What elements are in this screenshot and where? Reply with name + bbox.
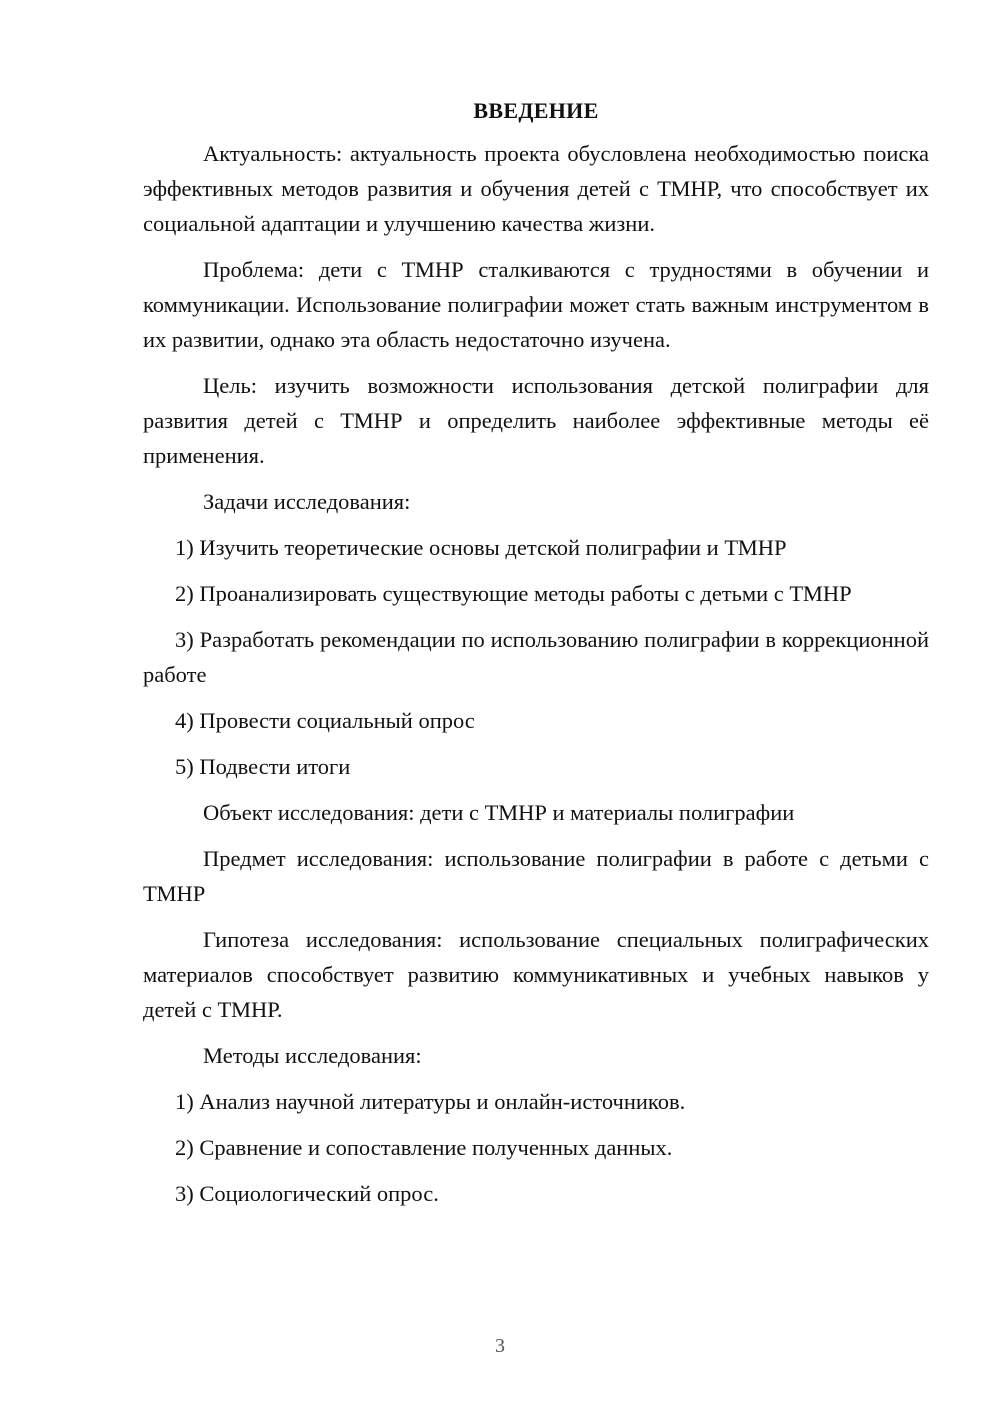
paragraph-tasks-heading: Задачи исследования: bbox=[203, 489, 411, 514]
paragraph-object: Объект исследования: дети с ТМНР и материалы полиграфии bbox=[203, 800, 795, 825]
list-item-task-1: 1) Изучить теоретические основы детской полиграфии и ТМНР bbox=[175, 535, 787, 560]
list-item-task-5: 5) Подвести итоги bbox=[175, 754, 351, 779]
paragraph-problem: Проблема: дети с ТМНР сталкиваются с трудностями в обучении и коммуникации. Использование полиграфии может стать важным инструментом в их развитии, однако эта область недостаточно изучена. bbox=[143, 257, 929, 352]
paragraph-methods-heading: Методы исследования: bbox=[203, 1043, 422, 1068]
paragraph-relevance: Актуальность: актуальность проекта обусловлена необходимостью поиска эффективных методов развития и обучения детей с ТМНР, что способствует их социальной адаптации и улучшению качества жизни. bbox=[143, 141, 929, 236]
list-item-method-2: 2) Сравнение и сопоставление полученных данных. bbox=[175, 1135, 673, 1160]
list-item-task-3: 3) Разработать рекомендации по использованию полиграфии в коррекционной работе bbox=[143, 627, 929, 687]
paragraph-hypothesis: Гипотеза исследования: использование специальных полиграфических материалов способствует развитию коммуникативных и учебных навыков у детей с ТМНР. bbox=[143, 927, 929, 1022]
list-item-method-1: 1) Анализ научной литературы и онлайн-источников. bbox=[175, 1089, 686, 1114]
page-number: 3 bbox=[495, 1335, 505, 1357]
list-item-method-3: 3) Социологический опрос. bbox=[175, 1181, 439, 1206]
document-page bbox=[143, 96, 929, 1222]
list-item-task-4: 4) Провести социальный опрос bbox=[175, 708, 475, 733]
list-item-task-2: 2) Проанализировать существующие методы работы с детьми с ТМНР bbox=[175, 581, 852, 606]
paragraph-goal: Цель: изучить возможности использования детской полиграфии для развития детей с ТМНР и определить наиболее эффективные методы её применения. bbox=[143, 373, 929, 468]
section-title: ВВЕДЕНИЕ bbox=[473, 98, 599, 123]
paragraph-subject: Предмет исследования: использование полиграфии в работе с детьми с ТМНР bbox=[143, 846, 929, 906]
